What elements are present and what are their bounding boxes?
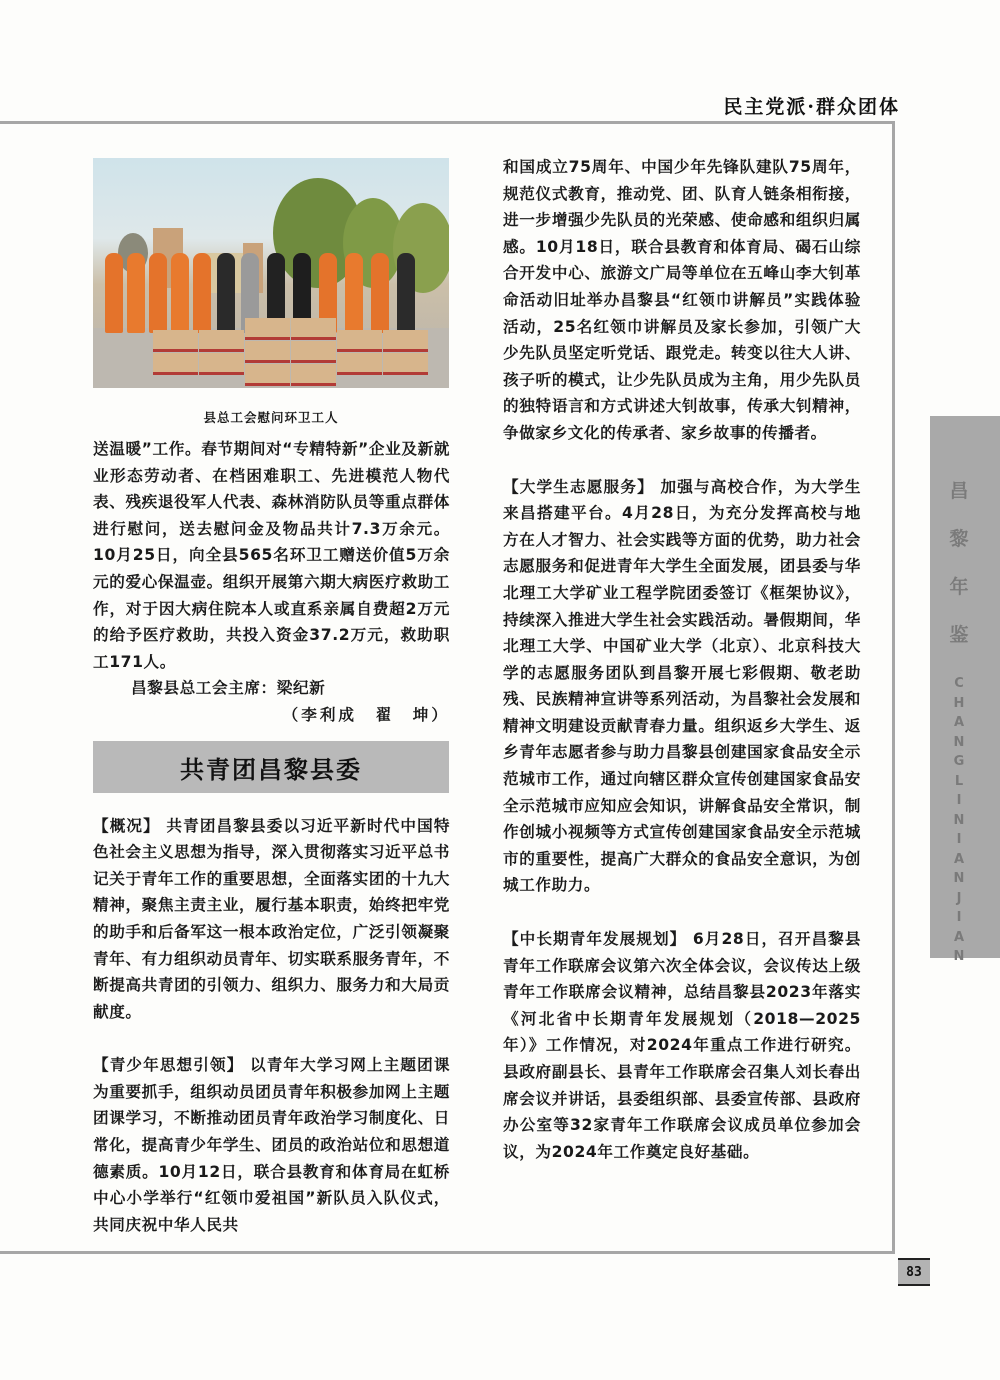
side-tab-yearbook: [930, 416, 1000, 964]
side-tab-char: 鉴: [949, 624, 969, 646]
right-column: [503, 154, 861, 1165]
paragraph-text: 以青年大学习网上主题团课为重要抓手，组织动员团员青年积极参加网上主题团课学习，不断推动团员青年政治学习制度化、日常化，提高青少年学生、团员的政治站位和思想道德素质。10月12日，联合县教育和体育局在虹桥中心小学举行“红领巾爱祖国”新队员入队仪式，共同庆祝中华人民共: [93, 1056, 451, 1234]
paragraph-youth-plan: [503, 926, 861, 1165]
side-tab-char: 黎: [949, 528, 969, 550]
photo-sanitation-workers: [93, 158, 449, 388]
side-tab-char: 年: [949, 576, 969, 598]
side-tab-char: 昌: [949, 480, 969, 502]
signoff: 昌黎县总工会主席：梁纪新: [131, 679, 326, 698]
paragraph-text: 加强与高校合作，为大学生来昌搭建平台。4月28日，为充分发挥高校与地方在人才智力、社会实践等方面的优势，助力社会志愿服务和促进青年大学生全面发展，团县委与华北理工大学矿业工程学院团委签订《框架协议》，持续深入推进大学生社会实践活动。暑假期间，华北理工大学、中国矿业大学（北京）、北京科技大学的志愿服务团队到昌黎开展七彩假期、敬老助残、民族精神宣讲等系列活动，为昌黎社会发展和精神文明建设贡献青春力量。组织返乡大学生、返乡青年志愿者参与助力昌黎县创建国家食品安全示范城市工作，通过向辖区群众宣传创建国家食品安全示范城市应知应会知识，讲解食品安全常识，制作创城小视频等方式宣传创建国家食品安全示范城市的重要性，提高广大群众的食品安全意识，为创城工作助力。: [503, 477, 862, 895]
side-tab-pinyin: C H A N G L I N I A N J I A N: [953, 676, 965, 964]
page-number: 83: [898, 1258, 930, 1286]
section-title: 共青团昌黎县委: [93, 741, 449, 793]
continuation-paragraph: 送温暖”工作。春节期间对“专精特新”企业及新就业形态劳动者、在档困难职工、先进模范人物代表、残疾退役军人代表、森林消防队员等重点群体进行慰问，送去慰问金及物品共计7.3万余元。10月25日，向全县565名环卫工赠送价值5万余元的爱心保温壶。组织开展第六期大病医疗救助工作，对于因大病住院本人或直系亲属自费超2万元的给予医疗救助，共投入资金37.2万元，救助职工171人。: [93, 440, 450, 671]
left-column: [93, 436, 450, 1238]
continuation-paragraph: 和国成立75周年、中国少年先锋队建队75周年，规范仪式教育，推动党、团、队育人链条相衔接，进一步增强少先队员的光荣感、使命感和组织归属感。10月18日，联合县教育和体育局、碣石山综合开发中心、旅游文广局等单位在五峰山李大钊革命活动旧址举办昌黎县“红领巾讲解员”实践体验活动，25名红领巾讲解员及家长参加，引领广大少先队员坚定听党话、跟党走。转变以往大人讲、孩子听的模式，让少先队员成为主角，用少先队员的独特语言和方式讲述大钊故事，传承大钊精神，争做家乡文化的传承者、家乡故事的传播者。: [503, 158, 861, 442]
paragraph-text: 共青团昌黎县委以习近平新时代中国特色社会主义思想为指导，深入贯彻落实习近平总书记关于青年工作的重要思想，全面落实团的十九大精神，聚焦主责主业，履行基本职责，始终把牢党的助手和后备军这一根本政治定位，广泛引领凝聚青年、有力组织动员青年、切实联系服务青年，不断提高共青团的引领力、组织力、服务力和大局贡献度。: [93, 816, 451, 1021]
photo-caption: 县总工会慰问环卫工人: [203, 410, 339, 425]
paragraph-heading: 【概况】: [93, 816, 160, 835]
paragraph-text: 6月28日，召开昌黎县青年工作联席会议第六次全体会议，会议传达上级青年工作联席会议精神，总结昌黎县2023年落实《河北省中长期青年发展规划（2018—2025年）》工作情况，对2024年重点工作进行研究。县政府副县长、县青年工作联席会召集人刘长春出席会议并讲话，县委组织部、县委宣传部、县政府办公室等32家青年工作联席会议成员单位参加会议，为2024年工作奠定良好基础。: [503, 930, 862, 1161]
paragraph-college-volunteer: [503, 474, 861, 900]
running-head: 民主党派·群众团体: [723, 96, 900, 118]
paragraph-overview: [93, 813, 450, 1026]
paragraph-heading: 【大学生志愿服务】: [503, 477, 654, 496]
byline: （李利成 翟 坤）: [282, 704, 450, 724]
paragraph-youth-ideology: [93, 1052, 450, 1238]
paragraph-heading: 【青少年思想引领】: [93, 1056, 244, 1075]
paragraph-heading: 【中长期青年发展规划】: [503, 930, 687, 949]
